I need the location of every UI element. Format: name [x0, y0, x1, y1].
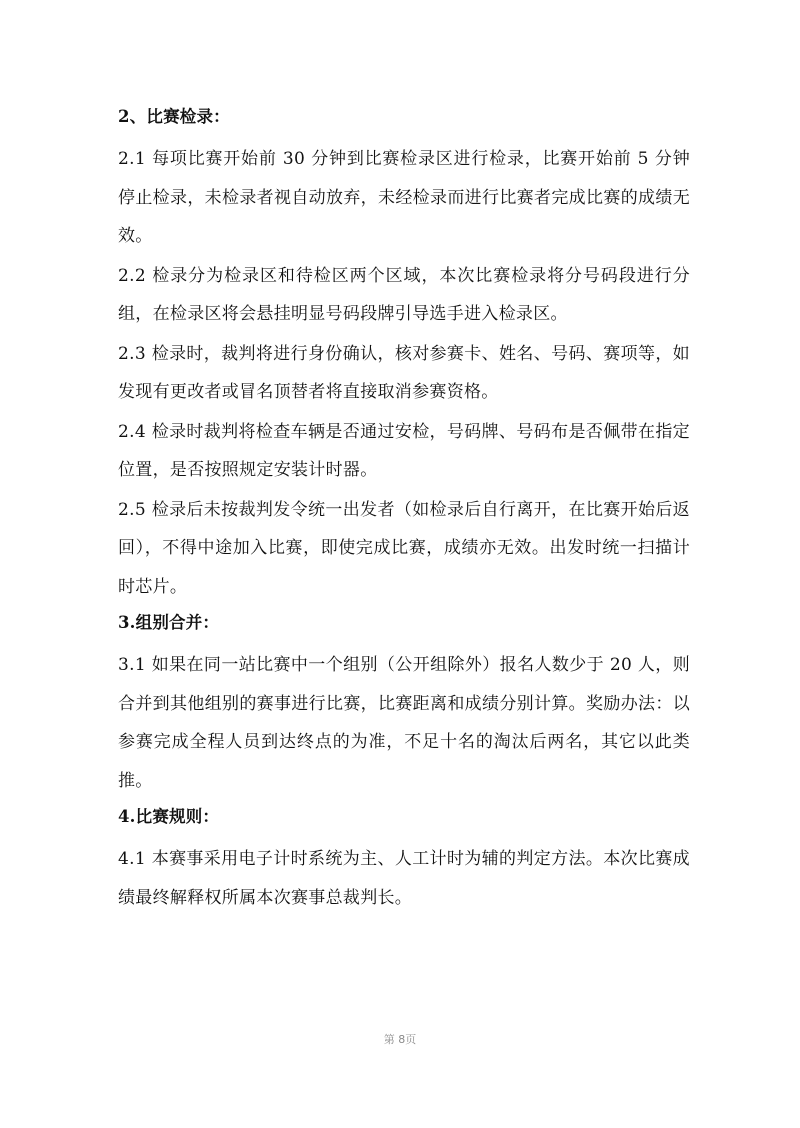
paragraph-2-3: 2.3 检录时，裁判将进行身份确认，核对参赛卡、姓名、号码、赛项等，如发现有更改者或冒名顶替者将直接取消参赛资格。: [118, 343, 690, 402]
paragraph-2-2: 2.2 检录分为检录区和待检区两个区域，本次比赛检录将分号码段进行分组，在检录区将会悬挂明显号码段牌引导选手进入检录区。: [118, 265, 690, 324]
paragraph-2-5: 2.5 检录后未按裁判发令统一出发者（如检录后自行离开，在比赛开始后返回），不得中途加入比赛，即使完成比赛，成绩亦无效。出发时统一扫描计时芯片。: [118, 499, 690, 597]
document-body: [118, 102, 690, 918]
page-number: 第 8页: [383, 1033, 417, 1046]
paragraph-2-4: 2.4 检录时裁判将检查车辆是否通过安检，号码牌、号码布是否佩带在指定位置，是否按照规定安装计时器。: [118, 421, 690, 480]
paragraph-4-1: 4.1 本赛事采用电子计时系统为主、人工计时为辅的判定方法。本次比赛成绩最终解释权所属本次赛事总裁判长。: [118, 849, 690, 908]
section-heading-check-in: 2、比赛检录：: [118, 107, 230, 126]
paragraph-2-1: 2.1 每项比赛开始前 30 分钟到比赛检录区进行检录，比赛开始前 5 分钟停止检录，未检录者视自动放弃，未经检录而进行比赛者完成比赛的成绩无效。: [118, 149, 690, 246]
paragraph-3-1: 3.1 如果在同一站比赛中一个组别（公开组除外）报名人数少于 20 人，则合并到其他组别的赛事进行比赛，比赛距离和成绩分别计算。奖励办法：以参赛完成全程人员到达终点的为准，不足十名的淘汰后两名，其它以此类推。: [118, 655, 690, 791]
section-heading-race-rules: 4.比赛规则：: [118, 807, 220, 826]
section-heading-group-merge: 3.组别合并：: [118, 613, 220, 632]
